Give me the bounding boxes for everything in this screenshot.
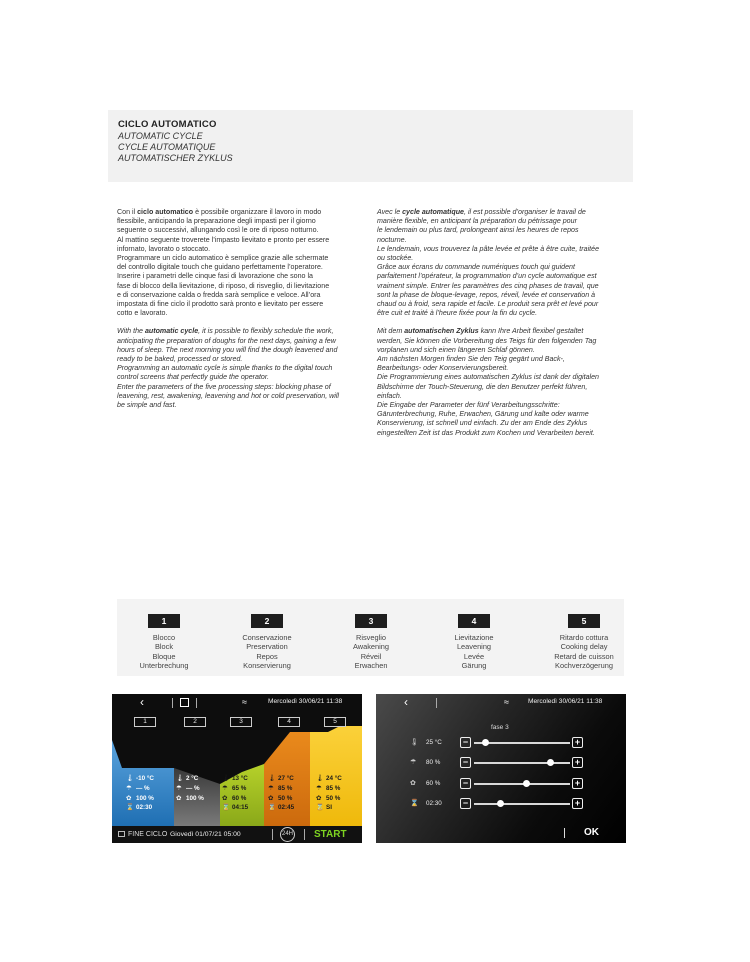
slider-knob[interactable]: [523, 780, 530, 787]
humidity-icon: ☂: [176, 784, 182, 792]
humidity-icon: ☂: [126, 784, 132, 792]
hourglass-icon: ⌛: [316, 804, 324, 812]
decrease-button[interactable]: −: [460, 757, 471, 768]
humidity-row: ☂ 80 % − +: [404, 756, 614, 770]
slider-knob[interactable]: [547, 759, 554, 766]
text-column-left: [117, 208, 367, 419]
thermometer-icon: 🌡: [410, 739, 419, 746]
fan-icon: ✿: [176, 794, 182, 802]
cycle-overview-screen: [112, 694, 362, 843]
slider-track[interactable]: [474, 783, 570, 785]
text-column-right: [377, 208, 633, 447]
thermometer-icon: 🌡: [222, 775, 230, 782]
fan-icon: ✿: [268, 794, 274, 802]
wifi-icon: ≈: [504, 697, 509, 707]
step-3: 3 Risveglio Awakening Réveil Erwachen: [352, 616, 390, 671]
increase-button[interactable]: +: [572, 737, 583, 748]
save-icon[interactable]: [180, 698, 189, 707]
cycle-end-datetime[interactable]: Giovedì 01/07/21 05:00: [170, 831, 241, 838]
slider-knob[interactable]: [482, 739, 489, 746]
phase-tab-3[interactable]: 3: [230, 717, 252, 727]
humidity-icon: ☂: [268, 784, 274, 792]
subtitle-fr: CYCLE AUTOMATIQUE: [118, 142, 216, 152]
fan-icon: ✿: [222, 794, 228, 802]
toolbar-divider: [172, 698, 173, 708]
slider-track[interactable]: [474, 762, 570, 764]
phase-3-params: 🌡 13 °C ☂ 65 % ✿ 60 % ⌛ 04:15: [222, 775, 249, 812]
step-1: 1 Blocco Block Bloque Unterbrechung: [139, 616, 189, 671]
fan-row: ✿ 60 % − +: [404, 777, 614, 791]
decrease-button[interactable]: −: [460, 798, 471, 809]
phase-4-params: 🌡 27 °C ☂ 85 % ✿ 50 % ⌛ 02:45: [268, 775, 295, 812]
temperature-row: 🌡 25 °C − +: [404, 736, 614, 750]
hourglass-icon: ⌛: [126, 804, 134, 812]
steps-band: [117, 599, 624, 676]
time-row: ⌛ 02:30 − +: [404, 797, 614, 811]
paragraph-french: Avec le cycle automatique, il est possible d’organiser le travail de manière flexible, en anticipant la préparation du pétrissage pour le lendemain ou plus tard, prolongeant ainsi les heures de repos nocturne. Le lendemain, vous trouverez la pâte levée et prête à être cuite, traitée ou stockée. Grâce aux écrans du commande numériques touch qui guident parfaitement l’opérateur, la programmation d’un cycle automatique est vraiment simple. Entrer les paramètres des cinq phases de travail, que sont la phase de bloque-levage, repos, réveil, levée et conservation à chaud ou à froid, sera rapide et facile. Le produit sera prêt et levé pour être cuit et traité à l’heure fixée pour la fin du cycle.: [377, 208, 600, 318]
slider-knob[interactable]: [497, 800, 504, 807]
step-2: 2 Conservazione Preservation Repos Konservierung: [242, 616, 292, 671]
phase-tab-1[interactable]: 1: [134, 717, 156, 727]
fan-icon: ✿: [410, 780, 416, 787]
phase-settings-screen: [376, 694, 626, 843]
datetime-label: Mercoledì 30/06/21 11:38: [268, 698, 343, 705]
ok-button[interactable]: OK: [584, 827, 599, 838]
step-5: 5 Ritardo cottura Cooking delay Retard de cuisson Kochverzögerung: [554, 616, 614, 671]
fine-ciclo-label: FINE CICLO: [118, 826, 167, 843]
subtitle-de: AUTOMATISCHER ZYKLUS: [118, 153, 233, 163]
humidity-icon: ☂: [222, 784, 228, 792]
increase-button[interactable]: +: [572, 757, 583, 768]
divider: [564, 828, 565, 838]
thermometer-icon: 🌡: [268, 775, 276, 782]
toolbar-divider: [196, 698, 197, 708]
start-button[interactable]: START: [314, 829, 347, 840]
step-4: 4 Lievitazione Leavening Levée Gärung: [454, 616, 494, 671]
decrease-button[interactable]: −: [460, 778, 471, 789]
phase-2-params: 🌡 2 °C ☂ — % ✿ 100 %: [176, 775, 204, 802]
hourglass-icon: ⌛: [268, 804, 276, 812]
divider: [272, 829, 273, 840]
thermometer-icon: 🌡: [316, 775, 324, 782]
increase-button[interactable]: +: [572, 778, 583, 789]
thermometer-icon: 🌡: [126, 775, 134, 782]
phase-tab-2[interactable]: 2: [184, 717, 206, 727]
wifi-icon: ≈: [242, 697, 247, 707]
divider: [304, 829, 305, 840]
decrease-button[interactable]: −: [460, 737, 471, 748]
datetime-label: Mercoledì 30/06/21 11:38: [528, 698, 603, 705]
toolbar-divider: [436, 698, 437, 708]
phase-5-params: 🌡 24 °C ☂ 85 % ✿ 50 % ⌛ SI: [316, 775, 342, 812]
section-title: CICLO AUTOMATICO: [118, 119, 217, 130]
clock-24h-icon[interactable]: 24H: [280, 827, 295, 842]
fan-icon: ✿: [126, 794, 132, 802]
bottom-bar: [112, 826, 362, 843]
phase-tab-4[interactable]: 4: [278, 717, 300, 727]
back-chevron-icon[interactable]: ‹: [140, 695, 144, 709]
fan-icon: ✿: [316, 794, 322, 802]
paragraph-english: With the automatic cycle, it is possible to flexibly schedule the work, anticipating the preparation of doughs for the next days, gaining a few hours of sleep. The next morning you will find the dough leavened and ready to be baked, processed or stored. Programming an automatic cycle is simple thanks to the digital touch control screens that perfectly guide the operator. Enter the parameters of the five processing steps: blocking phase of leavening, rest, awakening, leavening and hot or cold preservation, will be simple and fast.: [117, 327, 340, 410]
paragraph-italian: Con il ciclo automatico è possibile organizzare il lavoro in modo flessibile, anticipando la preparazione degli impasti per il giorno seguente o successivi, allungando così le ore di riposo notturno. Al mattino seguente troverete l’impasto lievitato e pronto per essere infornato, lavorato o stoccato. Programmare un ciclo automatico è semplice grazie alle schermate del controllo digitale touch che guidano perfettamente l’operatore. Inserire i parametri delle cinque fasi di lavorazione che sono la fase di blocco della lievitazione, di riposo, di risveglio, di lievitazione e di conservazione calda o fredda sarà semplice e veloce. All’ora impostata di fine ciclo il prodotto sarà pronto e lievitato per essere cotto e lavorato.: [117, 208, 330, 318]
hourglass-icon: ⌛: [222, 804, 230, 812]
slider-track[interactable]: [474, 803, 570, 805]
phase-1-params: 🌡 -10 °C ☂ — % ✿ 100 % ⌛ 02:30: [126, 775, 154, 812]
phase-tab-5[interactable]: 5: [324, 717, 346, 727]
back-chevron-icon[interactable]: ‹: [404, 695, 408, 709]
fase-label: fase 3: [491, 724, 509, 731]
header-band: [108, 110, 633, 182]
humidity-icon: ☂: [316, 784, 322, 792]
top-bar: [112, 694, 362, 712]
increase-button[interactable]: +: [572, 798, 583, 809]
subtitle-en: AUTOMATIC CYCLE: [118, 131, 203, 141]
thermometer-icon: 🌡: [176, 775, 184, 782]
paragraph-german: Mit dem automatischen Zyklus kann Ihre Arbeit flexibel gestaltet werden, Sie können die Vorbereitung des Teigs für den folgenden Tag vorplanen und sich einen längeren Schlaf gönnen. Am nächsten Morgen finden Sie den Teig gegärt und Back-, Bearbeitungs- oder Konservierungsbereit. Die Programmierung eines automatischen Zyklus ist dank der digitalen Bildschirme der Touch-Steuerung, die den Benutzer perfekt führen, einfach. Die Eingabe der Parameter der fünf Verarbeitungsschritte: Gärunterbrechung, Ruhe, Erwachen, Gärung und kalte oder warme Konservierung, ist schnell und einfach. Zu der am Ende des Zyklus eingestellten Zeit ist das Produkt zum Kochen und Verarbeiten bereit.: [377, 327, 599, 437]
humidity-icon: ☂: [410, 759, 417, 766]
calendar-icon: [118, 831, 125, 837]
hourglass-icon: ⌛: [410, 800, 419, 807]
